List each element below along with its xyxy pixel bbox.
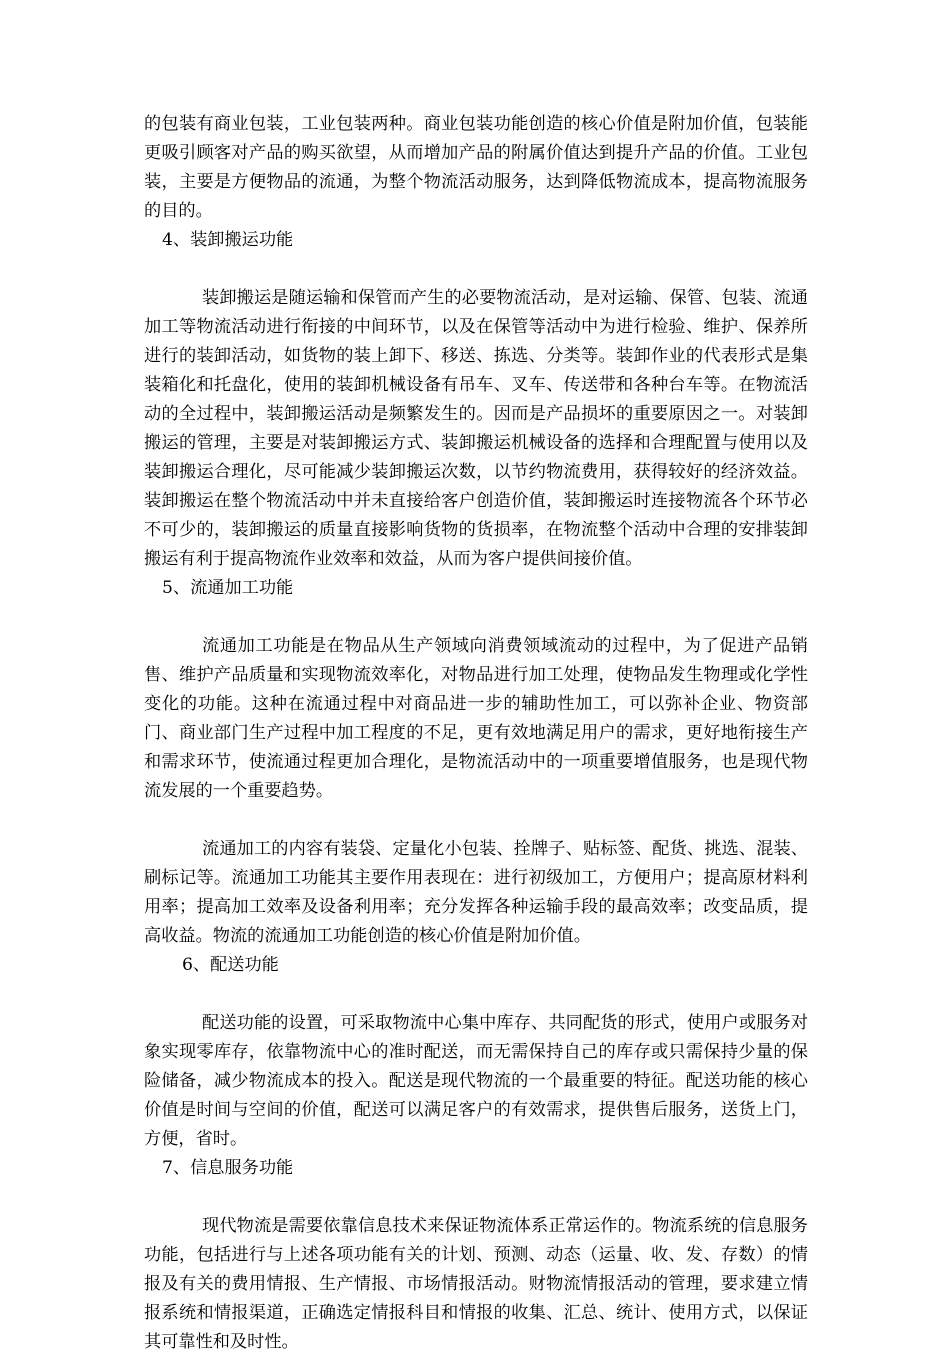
section-heading-4: 4、装卸搬运功能: [162, 230, 294, 250]
paragraph-processing-a: 流通加工功能是在物品从生产领域向消费领域流动的过程中，为了促进产品销售、维护产品质量和实现物流效率化，对物品进行加工处理，使物品发生物理或化学性变化的功能。这种在流通过程中对商品进一步的辅助性加工，可以弥补企业、物资部门、商业部门生产过程中加工程度的不足，更有效地满足用户的需求，更好地衔接生产和需求环节，使流通过程更加合理化，是物流活动中的一项重要增值服务，也是现代物流发展的一个重要趋势。: [144, 636, 808, 801]
section-heading-6: 6、配送功能: [182, 955, 279, 975]
section-heading-7: 7、信息服务功能: [162, 1158, 294, 1178]
paragraph-distribution: 配送功能的设置，可采取物流中心集中库存、共同配货的形式，使用户或服务对象实现零库存，依靠物流中心的准时配送，而无需保持自己的库存或只需保持少量的保险储备，减少物流成本的投入。配送是现代物流的一个最重要的特征。配送功能的核心价值是时间与空间的价值，配送可以满足客户的有效需求，提供售后服务，送货上门，方便，省时。: [144, 1013, 808, 1149]
paragraph-loading-handling: 装卸搬运是随运输和保管而产生的必要物流活动，是对运输、保管、包装、流通加工等物流活动进行衔接的中间环节，以及在保管等活动中为进行检验、维护、保养所进行的装卸活动，如货物的装上卸下、移送、拣选、分类等。装卸作业的代表形式是集装箱化和托盘化，使用的装卸机械设备有吊车、叉车、传送带和各种台车等。在物流活动的全过程中，装卸搬运活动是频繁发生的。因而是产品损坏的重要原因之一。对装卸搬运的管理，主要是对装卸搬运方式、装卸搬运机械设备的选择和合理配置与使用以及装卸搬运合理化，尽可能减少装卸搬运次数，以节约物流费用，获得较好的经济效益。装卸搬运在整个物流活动中并未直接给客户创造价值，装卸搬运时连接物流各个环节必不可少的，装卸搬运的质量直接影响货物的货损率，在物流整个活动中合理的安排装卸搬运有利于提高物流作业效率和效益，从而为客户提供间接价值。: [144, 288, 808, 569]
paragraph-information: 现代物流是需要依靠信息技术来保证物流体系正常运作的。物流系统的信息服务功能，包括进行与上述各项功能有关的计划、预测、动态（运量、收、发、存数）的情报及有关的费用情报、生产情报、市场情报活动。财物流情报活动的管理，要求建立情报系统和情报渠道，正确选定情报科目和情报的收集、汇总、统计、使用方式，以保证其可靠性和及时性。: [144, 1216, 808, 1352]
spacer: [144, 603, 808, 632]
document-body: [144, 110, 808, 1357]
paragraph-processing-b: 流通加工的内容有装袋、定量化小包装、拴牌子、贴标签、配货、挑选、混装、刷标记等。流通加工功能其主要作用表现在：进行初级加工，方便用户；提高原材料利用率；提高加工效率及设备利用率；充分发挥各种运输手段的最高效率；改变品质，提高收益。物流的流通加工功能创造的核心价值是附加价值。: [144, 839, 808, 946]
section-heading-5: 5、流通加工功能: [162, 578, 294, 598]
spacer: [144, 255, 808, 284]
spacer: [144, 1183, 808, 1212]
spacer: [144, 980, 808, 1009]
spacer: [144, 806, 808, 835]
paragraph-intro: 的包装有商业包装，工业包装两种。商业包装功能创造的核心价值是附加价值，包装能更吸引顾客对产品的购买欲望，从而增加产品的附属价值达到提升产品的价值。工业包装，主要是方便物品的流通，为整个物流活动服务，达到降低物流成本，提高物流服务的目的。: [144, 114, 808, 221]
